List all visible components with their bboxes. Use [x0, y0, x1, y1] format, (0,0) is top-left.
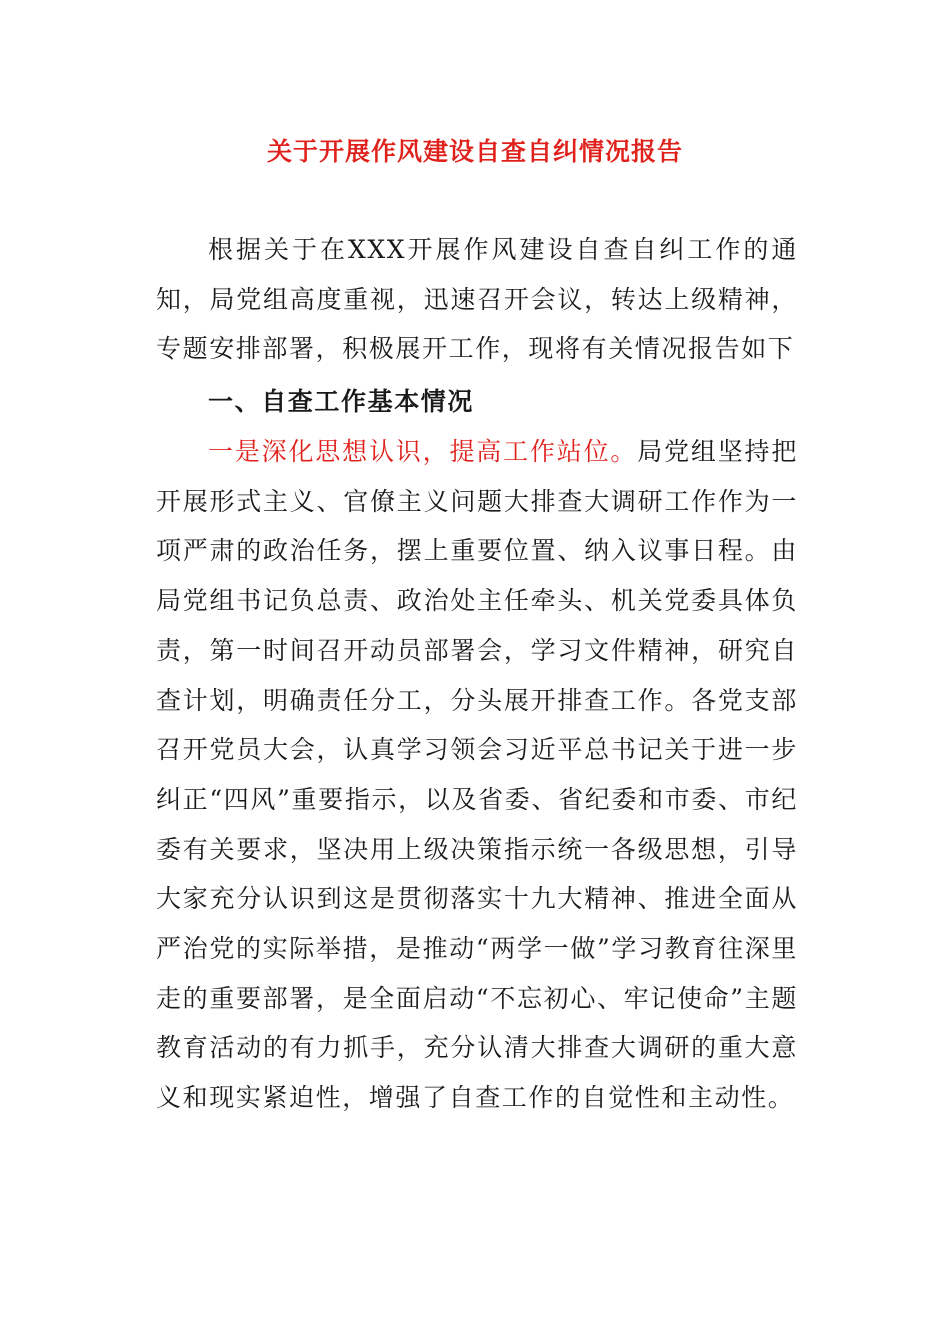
section-heading: 一、自查工作基本情况	[208, 387, 475, 416]
section-one-paragraph	[156, 427, 798, 1123]
intro-paragraph: 根据关于在XXX开展作风建设自查自纠工作的通知，局党组高度重视，迅速召开会议，转达上级精神，专题安排部署，积极展开工作，现将有关情况报告如下	[156, 235, 798, 364]
section-one-lead-sentence: 一是深化思想认识，提高工作站位。	[208, 437, 638, 466]
document-title: 关于开展作风建设自查自纠情况报告	[266, 137, 683, 166]
section-one-body: 局党组坚持把开展形式主义、官僚主义问题大排查大调研工作作为一项严肃的政治任务，摆上重要位置、纳入议事日程。由局党组书记负总责、政治处主任牵头、机关党委具体负责，第一时间召开动员部署会，学习文件精神，研究自查计划，明确责任分工，分头展开排查工作。各党支部召开党员大会，认真学习领会习近平总书记关于进一步纠正“四风”重要指示，以及省委、省纪委和市委、市纪委有关要求，坚决用上级决策指示统一各级思想，引导大家充分认识到这是贯彻落实十九大精神、推进全面从严治党的实际举措，是推动“两学一做”学习教育往深里走的重要部署，是全面启动“不忘初心、牢记使命”主题教育活动的有力抓手，充分认清大排查大调研的重大意义和现实紧迫性，增强了自查工作的自觉性和主动性。	[156, 437, 798, 1113]
